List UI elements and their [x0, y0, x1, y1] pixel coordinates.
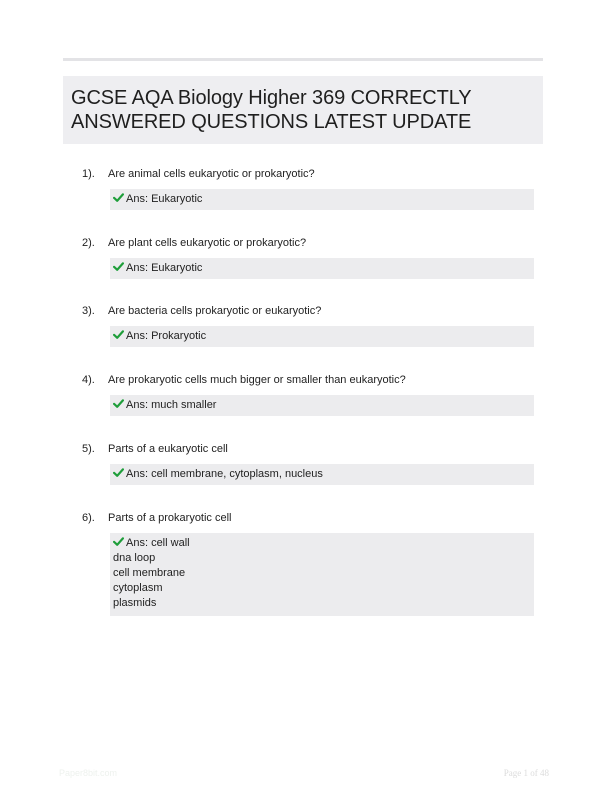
check-icon: [113, 261, 124, 272]
answer-box: [110, 189, 534, 210]
check-icon: [113, 398, 124, 409]
question-text: Parts of a eukaryotic cell: [108, 443, 228, 455]
footer-watermark: Paper8bit.com: [59, 768, 118, 778]
check-icon: [113, 192, 124, 203]
answer-text: Ans: Prokaryotic: [126, 330, 207, 342]
answer-box: [110, 464, 534, 485]
answer-line: [113, 261, 532, 276]
answer-box: [110, 395, 534, 416]
answer-text: Ans: cell wall: [126, 537, 190, 549]
answer-line: [113, 329, 532, 344]
answer-text: Ans: much smaller: [126, 399, 217, 411]
question-number: 1).: [82, 168, 95, 180]
answer-line: [113, 398, 532, 413]
answer-box: [110, 258, 534, 279]
question-number: 2).: [82, 237, 95, 249]
answer-text: Ans: Eukaryotic: [126, 193, 203, 205]
question-text: Parts of a prokaryotic cell: [108, 512, 232, 524]
answer-line: [113, 467, 532, 482]
title-banner: [63, 76, 543, 144]
answer-line: dna loop: [113, 552, 156, 564]
check-icon: [113, 536, 124, 547]
answer-text: Ans: Eukaryotic: [126, 262, 203, 274]
answer-line: [113, 192, 532, 207]
answer-box: [110, 326, 534, 347]
question-number: 6).: [82, 512, 95, 524]
answer-line: cytoplasm: [113, 582, 163, 594]
document-title: GCSE AQA Biology Higher 369 CORRECTLY ANSWERED QUESTIONS LATEST UPDATE: [71, 87, 472, 133]
answer-text: Ans: cell membrane, cytoplasm, nucleus: [126, 468, 323, 480]
question-text: Are bacteria cells prokaryotic or eukaryotic?: [108, 305, 322, 317]
answer-box: [110, 533, 534, 616]
answer-line: cell membrane: [113, 567, 186, 579]
question-text: Are plant cells eukaryotic or prokaryotic?: [108, 237, 307, 249]
question-text: Are prokaryotic cells much bigger or smaller than eukaryotic?: [108, 374, 406, 386]
question-text: Are animal cells eukaryotic or prokaryotic?: [108, 168, 315, 180]
page-indicator: Page 1 of 48: [503, 768, 549, 778]
question-number: 4).: [82, 374, 95, 386]
check-icon: [113, 467, 124, 478]
answer-line: [113, 536, 532, 551]
question-number: 3).: [82, 305, 95, 317]
check-icon: [113, 329, 124, 340]
top-divider: [63, 58, 543, 61]
question-number: 5).: [82, 443, 95, 455]
answer-line: plasmids: [113, 597, 157, 609]
